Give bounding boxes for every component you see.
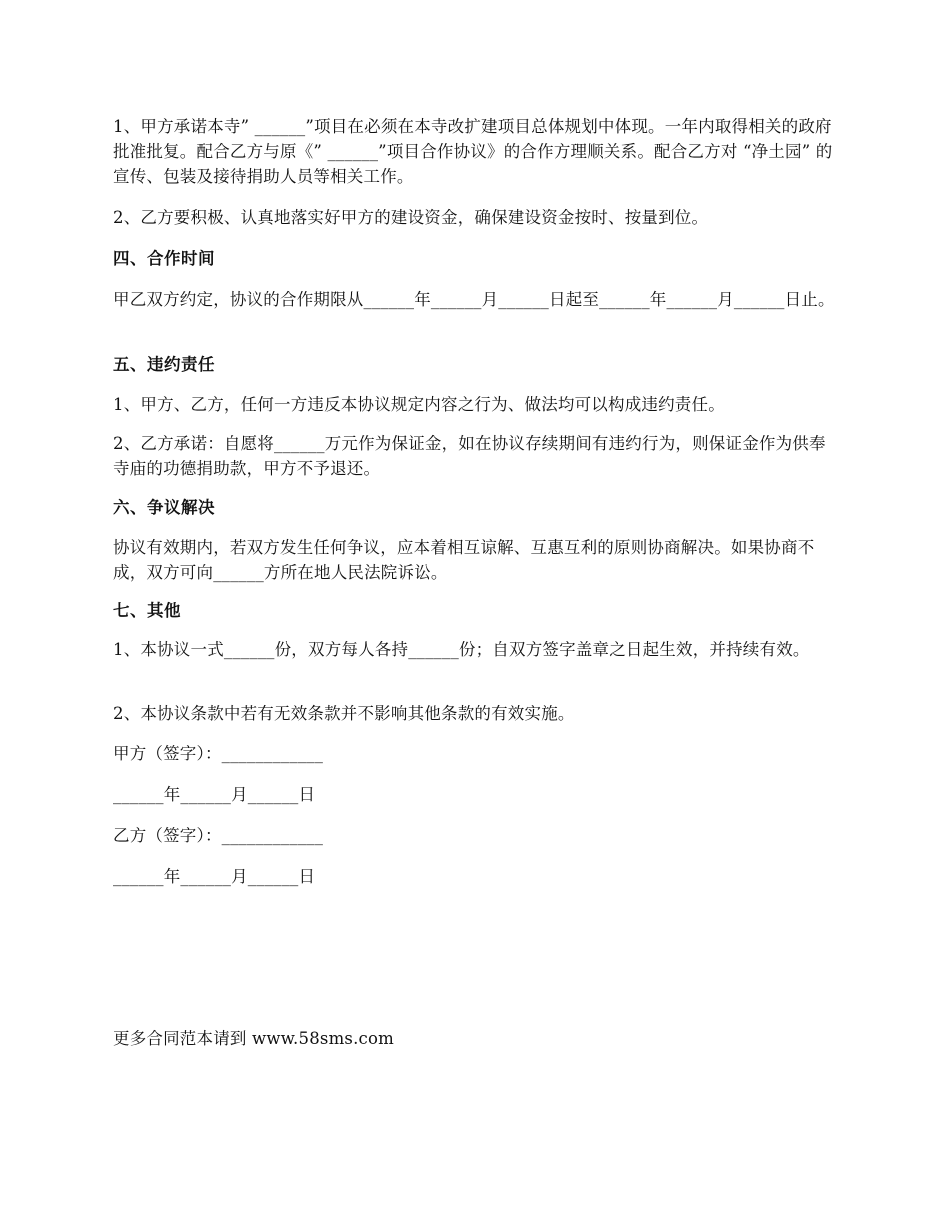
section7-item2: 2、本协议条款中若有无效条款并不影响其他条款的有效实施。 (113, 704, 575, 723)
party-b-signature: 乙方（签字）：____________ (113, 826, 324, 845)
section7-item1: 1、本协议一式______份，双方每人各持______份；自双方签字盖章之日起生效，并持续有效。 (113, 640, 810, 659)
section5-item1: 1、甲方、乙方，任何一方违反本协议规定内容之行为、做法均可以构成违约责任。 (113, 395, 725, 414)
section3-item2: 2、乙方要积极、认真地落实好甲方的建设资金，确保建设资金按时、按量到位。 (113, 208, 709, 227)
party-b-date: ______年______月______日 (113, 867, 316, 886)
section7-heading: 七、其他 (113, 601, 181, 620)
section3-item1: 1、甲方承诺本寺” ______”项目在必须在本寺改扩建项目总体规划中体现。一年内取得相关的政府批准批复。配合乙方与原《” ______”项目合作协议》的合作方理顺关系。配合乙方对 “净土园” 的宣传、包装及接待捐助人员等相关工作。 (113, 117, 833, 186)
section5-heading: 五、违约责任 (113, 355, 215, 374)
party-a-signature: 甲方（签字）：____________ (113, 744, 324, 763)
section4-heading: 四、合作时间 (113, 249, 215, 268)
footer-note: 更多合同范本请到 www.58sms.com (113, 1029, 394, 1048)
section4-body: 甲乙双方约定，协议的合作期限从______年______月______日起至______年______月______日止。 (113, 290, 835, 309)
section6-body: 协议有效期内，若双方发生任何争议，应本着相互谅解、互惠互利的原则协商解决。如果协商不成，双方可向______方所在地人民法院诉讼。 (113, 538, 815, 582)
party-a-date: ______年______月______日 (113, 785, 316, 804)
section5-item2: 2、乙方承诺：自愿将______万元作为保证金，如在协议存续期间有违约行为，则保证金作为供奉寺庙的功德捐助款，甲方不予退还。 (113, 434, 826, 478)
section6-heading: 六、争议解决 (113, 498, 215, 517)
